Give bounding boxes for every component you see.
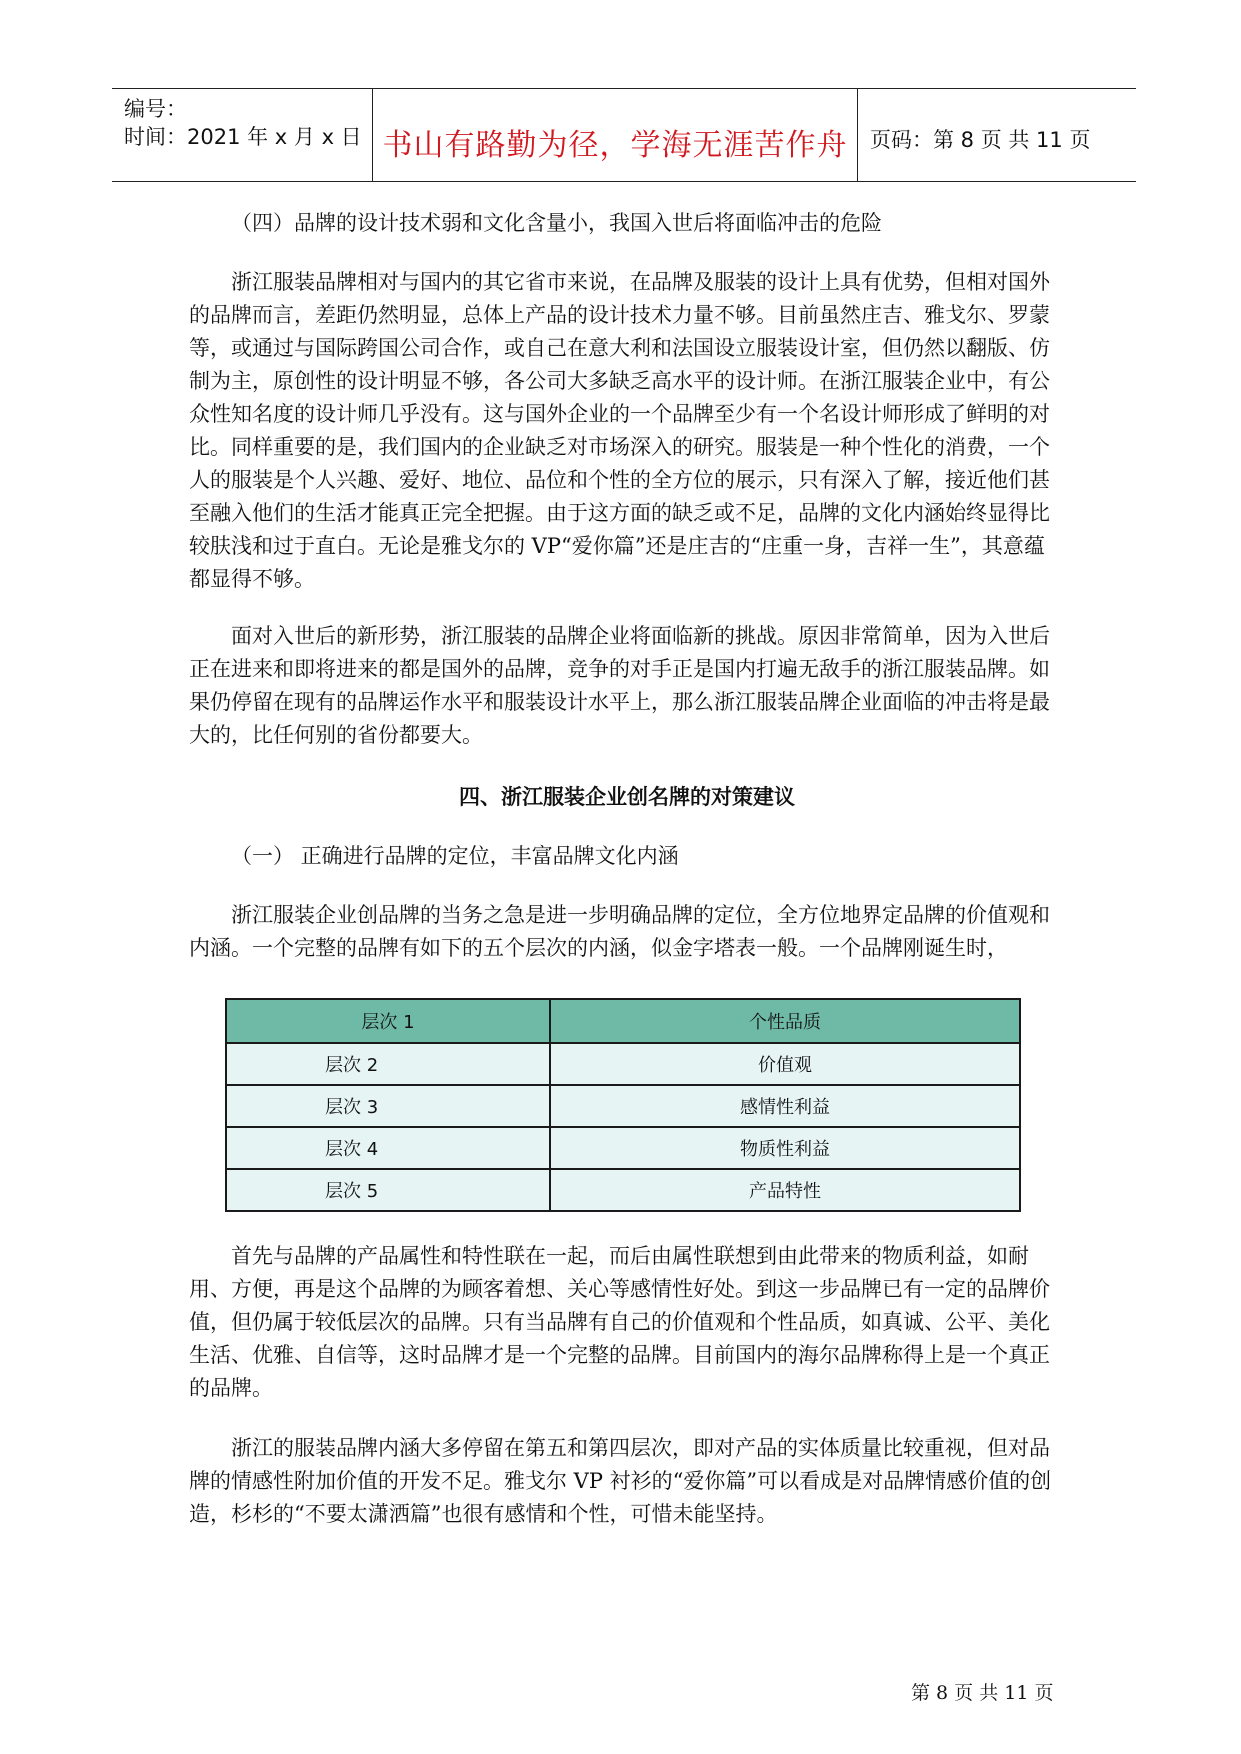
page-header <box>112 88 1136 182</box>
sub-heading-positioning: （一） 正确进行品牌的定位，丰富品牌文化内涵 <box>231 844 679 868</box>
table-cell-content: 感情性利益 <box>550 1085 1020 1127</box>
header-left-cell <box>112 89 372 181</box>
table-header-quality: 个性品质 <box>550 999 1020 1043</box>
brand-levels-table <box>225 998 1021 1212</box>
table-row <box>226 1127 1020 1169</box>
table-cell-level <box>226 1169 550 1211</box>
page-footer-number: 第 8 页 共 11 页 <box>911 1682 1054 1704</box>
table-header-level: 层次 1 <box>226 999 550 1043</box>
paragraph-brand-positioning: 浙江服装企业创品牌的当务之急是进一步明确品牌的定位，全方位地界定品牌的价值观和内涵。一个完整的品牌有如下的五个层次的内涵，似金字塔表一般。一个品牌刚诞生时， <box>189 903 1050 960</box>
table-row <box>226 1043 1020 1085</box>
paragraph-wto-challenge: 面对入世后的新形势，浙江服装的品牌企业将面临新的挑战。原因非常简单，因为入世后正在进来和即将进来的都是国外的品牌，竞争的对手正是国内打遍无敌手的浙江服装品牌。如果仍停留在现有的品牌运作水平和服装设计水平上，那么浙江服装品牌企业面临的冲击将是最大的，比任何别的省份都要大。 <box>189 624 1050 747</box>
header-page-info: 页码：第 8 页 共 11 页 <box>870 128 1091 152</box>
table-header-row <box>226 999 1020 1043</box>
header-right-cell <box>858 89 1136 181</box>
table-cell-level <box>226 1085 550 1127</box>
section-heading-strategy: 四、浙江服装企业创名牌的对策建议 <box>459 785 795 809</box>
level-label: 层次 5 <box>325 1181 379 1202</box>
level-label: 层次 4 <box>325 1139 379 1160</box>
header-motto: 书山有路勤为径，学海无涯苦作舟 <box>382 128 848 163</box>
table-cell-content: 价值观 <box>550 1043 1020 1085</box>
sub-heading-design-weakness: （四）品牌的设计技术弱和文化含量小，我国入世后将面临冲击的危险 <box>231 211 882 235</box>
document-date: 时间：2021 年 x 月 x 日 <box>124 125 362 149</box>
header-motto-cell <box>372 89 858 181</box>
table-row <box>226 1169 1020 1211</box>
paragraph-design-gap: 浙江服装品牌相对与国内的其它省市来说，在品牌及服装的设计上具有优势，但相对国外的品牌而言，差距仍然明显，总体上产品的设计技术力量不够。目前虽然庄吉、雅戈尔、罗蒙等，或通过与国际跨国公司合作，或自己在意大利和法国设立服装设计室，但仍然以翻版、仿制为主，原创性的设计明显不够，各公司大多缺乏高水平的设计师。在浙江服装企业中，有公众性知名度的设计师几乎没有。这与国外企业的一个品牌至少有一个名设计师形成了鲜明的对比。同样重要的是，我们国内的企业缺乏对市场深入的研究。服装是一种个性化的消费，一个人的服装是个人兴趣、爱好、地位、品位和个性的全方位的展示，只有深入了解，接近他们甚至融入他们的生活才能真正完全把握。由于这方面的缺乏或不足，品牌的文化内涵始终显得比较肤浅和过于直白。无论是雅戈尔的 VP“爱你篇”还是庄吉的“庄重一身，吉祥一生”，其意蕴都显得不够。 <box>189 270 1050 591</box>
level-label: 层次 2 <box>325 1055 379 1076</box>
paragraph-brand-levels-explained: 首先与品牌的产品属性和特性联在一起，而后由属性联想到由此带来的物质利益，如耐用、方便，再是这个品牌的为顾客着想、关心等感情性好处。到这一步品牌已有一定的品牌价值，但仍属于较低层次的品牌。只有当品牌有自己的价值观和个性品质，如真诚、公平、美化生活、优雅、自信等，这时品牌才是一个完整的品牌。目前国内的海尔品牌称得上是一个真正的品牌。 <box>189 1244 1050 1400</box>
table-cell-content: 物质性利益 <box>550 1127 1020 1169</box>
paragraph-zhejiang-brand-depth: 浙江的服装品牌内涵大多停留在第五和第四层次，即对产品的实体质量比较重视，但对品牌的情感性附加价值的开发不足。雅戈尔 VP 衬衫的“爱你篇”可以看成是对品牌情感价值的创造，杉杉的“不要太潇洒篇”也很有感情和个性，可惜未能坚持。 <box>189 1436 1052 1526</box>
table-cell-content: 产品特性 <box>550 1169 1020 1211</box>
level-label: 层次 3 <box>325 1097 379 1118</box>
table-row <box>226 1085 1020 1127</box>
table-cell-level <box>226 1127 550 1169</box>
document-number-label: 编号： <box>124 97 187 121</box>
table-cell-level <box>226 1043 550 1085</box>
